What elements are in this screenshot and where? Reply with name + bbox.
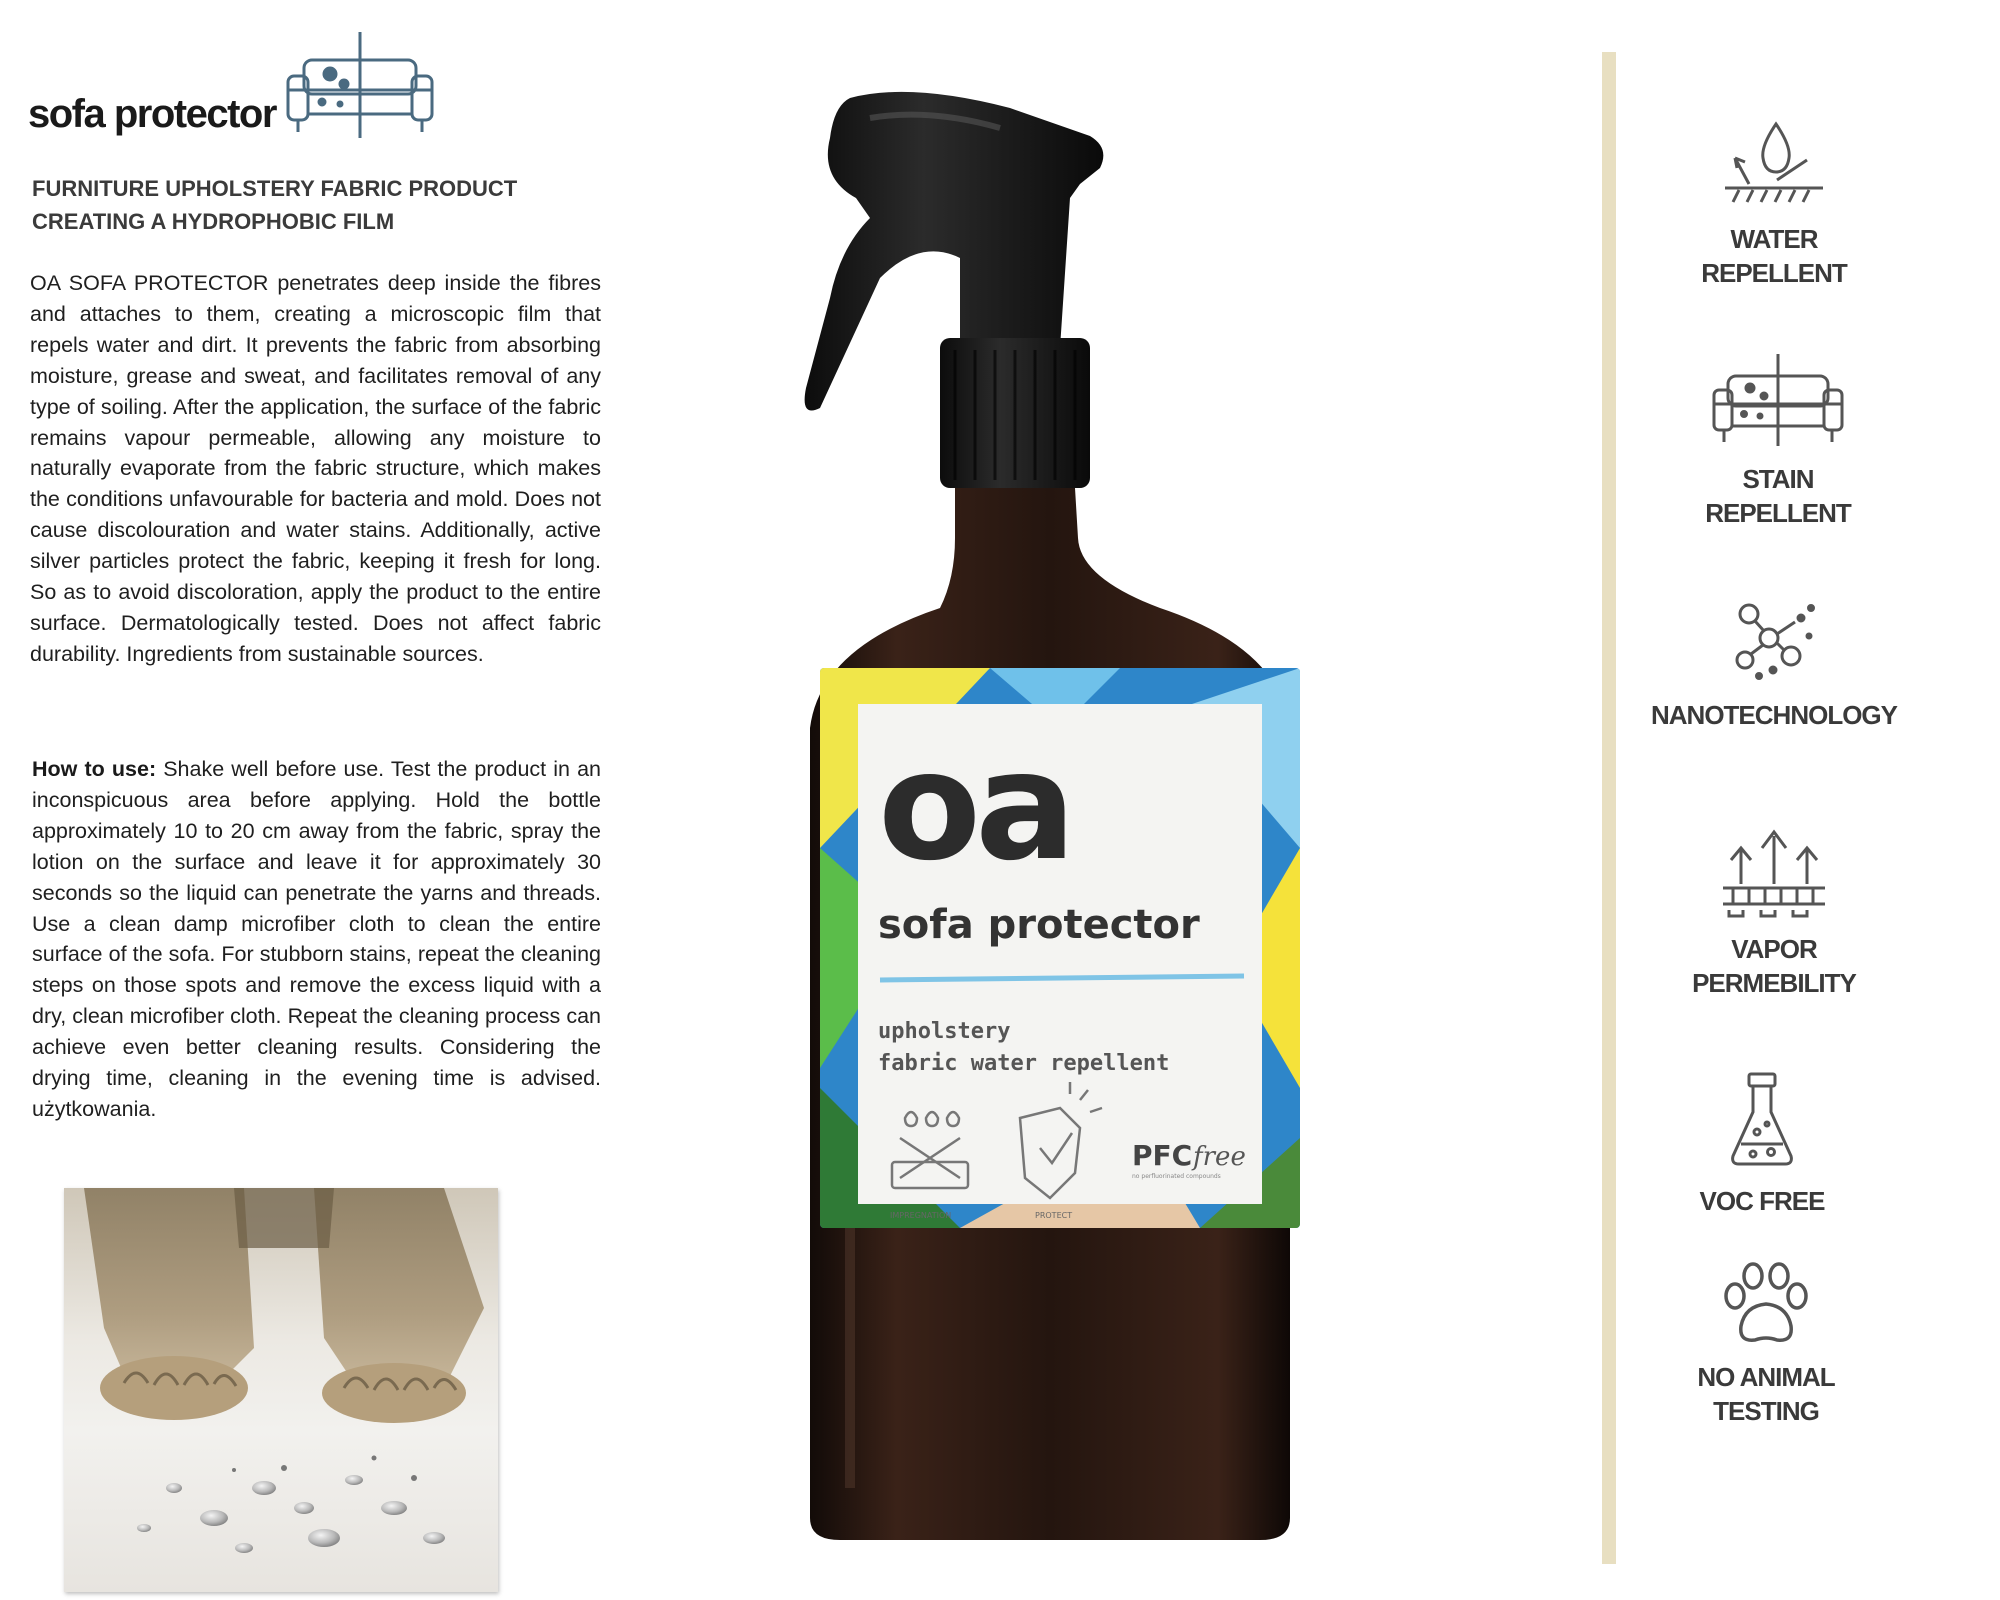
feature-water-repellent	[1614, 118, 1934, 290]
molecule-icon	[1729, 600, 1819, 684]
label-badge-2: PROTECT	[1035, 1211, 1073, 1220]
feature-label-no-animal-testing: NO ANIMAL TESTING	[1697, 1362, 1835, 1426]
label-subtitle-1: upholstery	[878, 1019, 1011, 1044]
feature-stain-repellent	[1618, 352, 1938, 530]
feature-label-nanotechnology: NANOTECHNOLOGY	[1651, 700, 1897, 730]
flask-icon	[1727, 1070, 1797, 1170]
label-badge-3-script: free	[1193, 1142, 1246, 1172]
label-subtitle-2: fabric water repellent	[878, 1051, 1170, 1076]
how-to-use	[32, 754, 601, 1125]
label-badge-1: IMPREGNATION	[890, 1211, 952, 1220]
sofa-stain-icon	[282, 30, 438, 140]
headline-line-1: FURNITURE UPHOLSTERY FABRIC PRODUCT	[32, 176, 518, 201]
label-product-name: sofa protector	[878, 902, 1200, 948]
feature-nanotechnology	[1614, 600, 1934, 732]
feature-label-stain-repellent: STAIN REPELLENT	[1705, 464, 1851, 528]
brand-title: sofa protector	[28, 92, 276, 136]
feature-voc-free	[1602, 1070, 1922, 1218]
paw-icon	[1721, 1262, 1811, 1346]
feature-no-animal-testing	[1606, 1262, 1926, 1428]
feature-label-voc-free: VOC FREE	[1699, 1186, 1825, 1216]
feature-label-vapor-permeability: VAPOR PERMEBILITY	[1692, 934, 1856, 998]
how-to-use-label: How to use:	[32, 757, 157, 781]
label-logo: oa	[878, 720, 1071, 894]
feature-vapor-permeability	[1614, 828, 1934, 1000]
how-to-use-text: Shake well before use. Test the product in an inconspicuous area before applying. Hold the bottle approximately 10 to 20 cm away from the fabric, spray the lotion on the surface and leave it for approximately 30 seconds so the liquid can penetrate the yarns and threads. Use a clean damp microfiber cloth to clean the entire surface of the sofa. For stubborn stains, repeat the cleaning steps on those spots and remove the excess liquid with a dry, clean microfiber cloth. Repeat the cleaning process can achieve even better cleaning results. Considering the drying time, cleaning in the evening time is advised. użytkowania.	[32, 757, 601, 1121]
feature-label-water-repellent: WATER REPELLENT	[1701, 224, 1847, 288]
vapor-arrows-icon	[1719, 828, 1829, 918]
spray-bottle	[760, 88, 1360, 1548]
dog-paws-photo	[64, 1188, 498, 1592]
label-badge-3-small: no perfluorinated compounds	[1132, 1173, 1221, 1180]
headline-line-2: CREATING A HYDROPHOBIC FILM	[32, 209, 395, 234]
product-description: OA SOFA PROTECTOR penetrates deep inside the fibres and attaches to them, creating a microscopic film that repels water and dirt. It prevents the fabric from absorbing moisture, grease and sweat, and facilitates removal of any type of soiling. After the application, the surface of the fabric remains vapour permeable, allowing any moisture to naturally evaporate from the fabric structure, which makes the conditions unfavourable for bacteria and mold. Does not cause discolouration and water stains. Additionally, active silver particles protect the fabric, keeping it fresh for long. So as to avoid discoloration, apply the product to the entire surface. Dermatologically tested. Does not affect fabric durability. Ingredients from sustainable sources.	[30, 271, 601, 666]
water-drop-repel-icon	[1719, 118, 1829, 208]
label-badge-3-main: PFC	[1132, 1139, 1193, 1172]
headline	[32, 172, 632, 238]
sofa-stain-icon	[1710, 352, 1846, 448]
